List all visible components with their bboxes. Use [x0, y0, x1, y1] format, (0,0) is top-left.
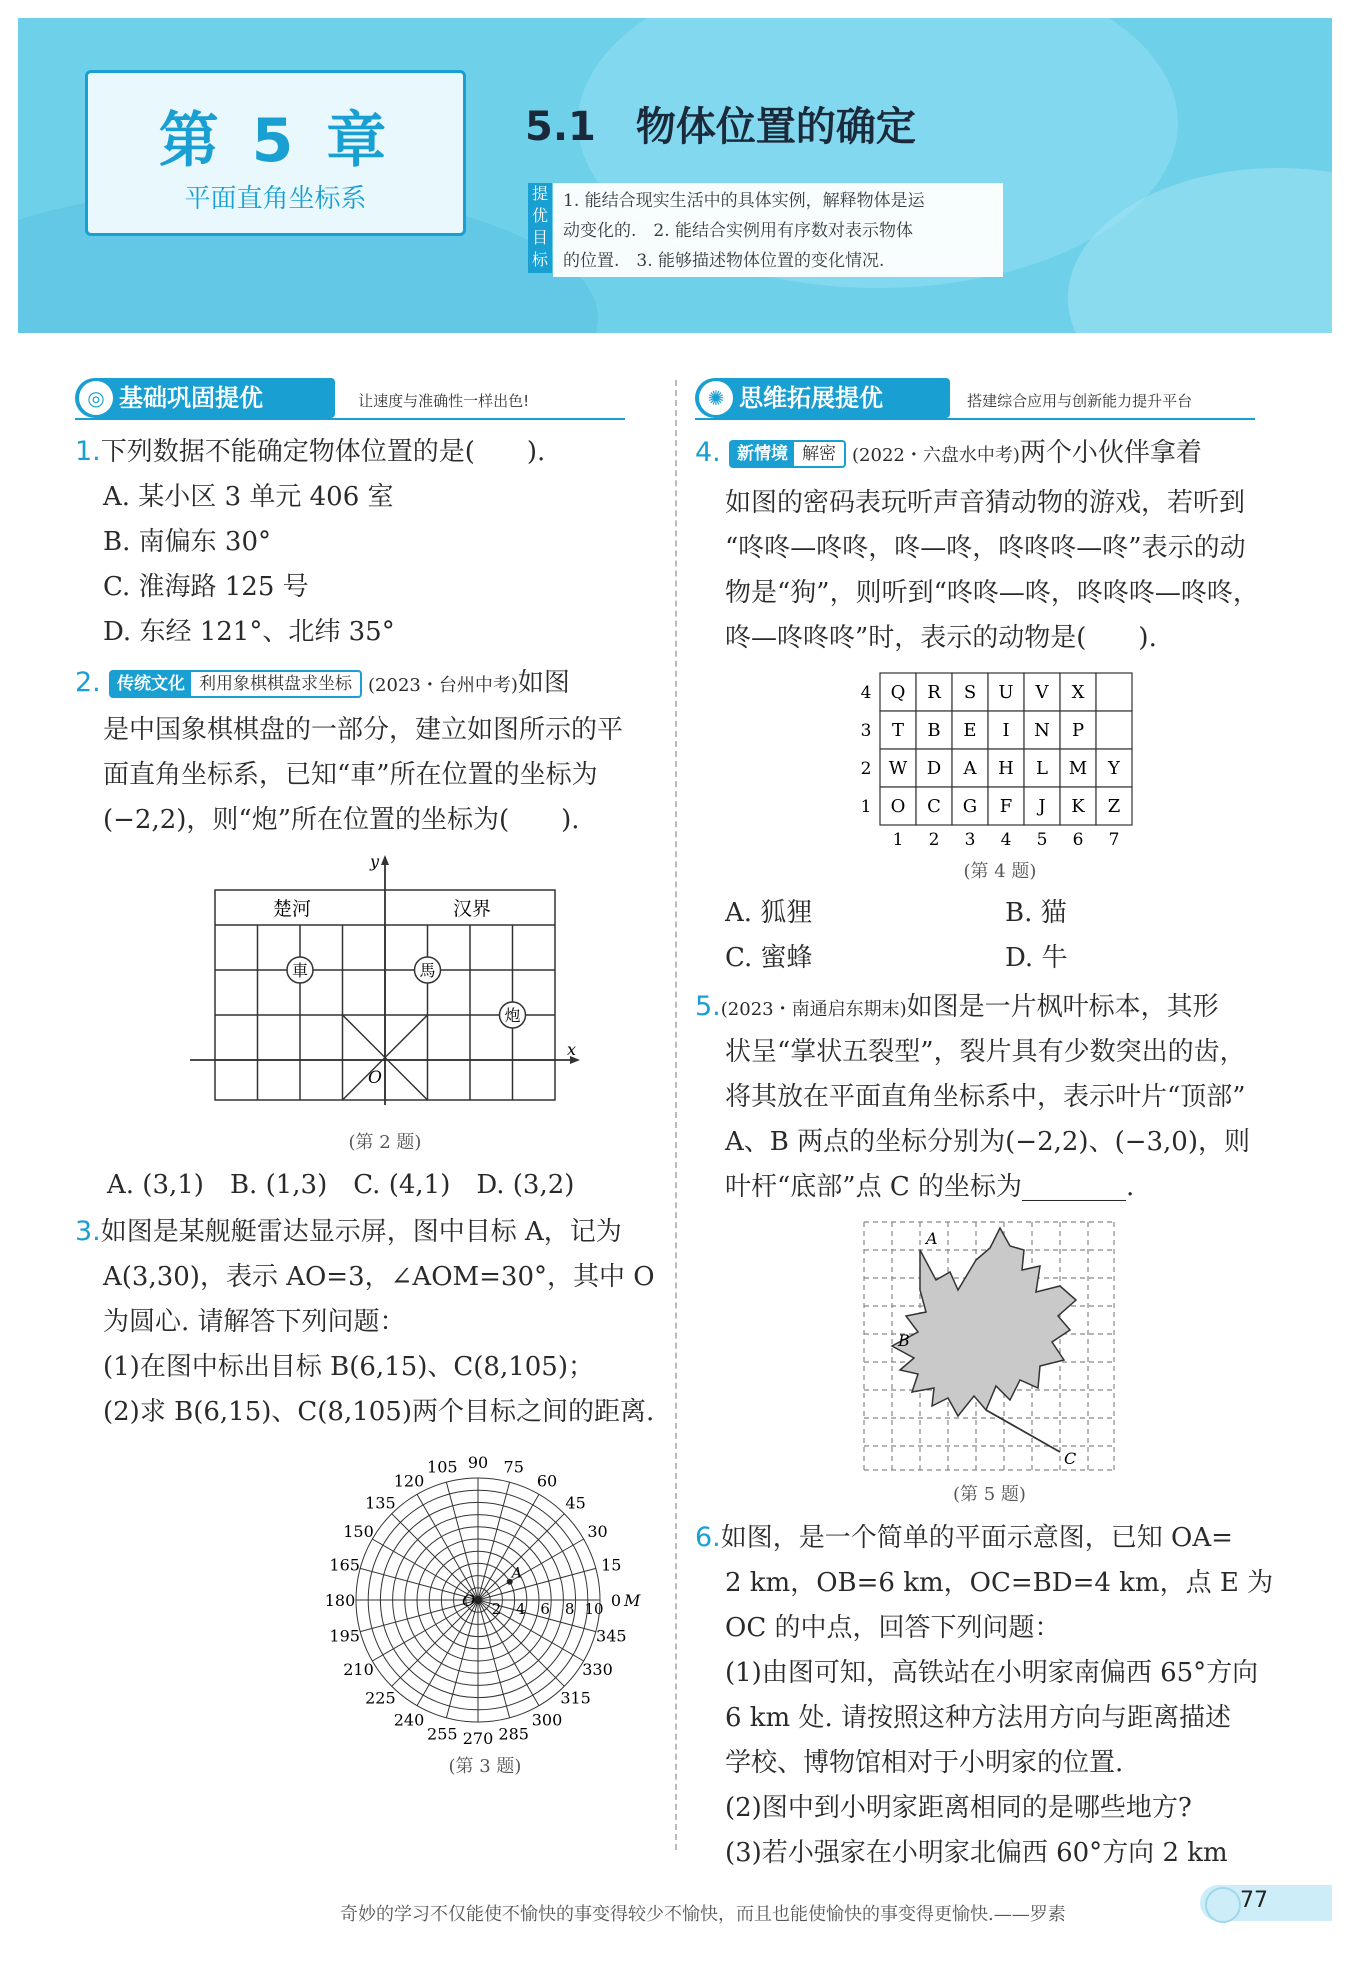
- svg-text:馬: 馬: [419, 961, 436, 980]
- option: D. 东经 121°、北纬 35°: [103, 617, 395, 647]
- option: B. 南偏东 30°: [103, 527, 271, 557]
- cipher-letter: I: [1002, 720, 1010, 741]
- question-number: 4.: [695, 437, 721, 468]
- question-text: 物是“狗”，则听到“咚咚—咚，咚咚咚—咚咚，: [725, 578, 1259, 608]
- goals-box: [553, 183, 1003, 277]
- cipher-letter: K: [1071, 796, 1085, 817]
- question-text: 如图的密码表玩听声音猜动物的游戏，若听到: [725, 488, 1246, 518]
- angle-label: 135: [365, 1493, 396, 1513]
- question-number: 2.: [75, 667, 101, 698]
- question-text: OC 的中点，回答下列问题：: [725, 1613, 1061, 1643]
- cipher-table: [855, 668, 1145, 853]
- cipher-letter: W: [888, 758, 908, 779]
- column-divider: [675, 380, 677, 1850]
- source: (2023・台州中考): [368, 675, 518, 696]
- cipher-letter: H: [998, 758, 1014, 779]
- cipher-letter: B: [927, 720, 941, 741]
- radar-spoke: [360, 1568, 478, 1600]
- question-2-stem: [75, 668, 570, 701]
- question-number: 5.: [695, 991, 721, 1022]
- chess-board-figure: [185, 855, 585, 1110]
- question-text: 如图，是一个简单的平面示意图，已知 OA=: [720, 1523, 1233, 1553]
- origin-label: O: [368, 1068, 382, 1088]
- radar-spoke: [478, 1482, 510, 1600]
- atom-icon: ✺: [699, 381, 733, 415]
- topic-tag: [729, 440, 846, 468]
- section-bar-title: 基础巩固提优: [119, 384, 263, 412]
- question-text: 6 km 处. 请按照这种方法用方向与距离描述: [725, 1703, 1232, 1733]
- question-text: 为圆心. 请解答下列问题：: [103, 1307, 406, 1337]
- piece-ma: [415, 957, 441, 983]
- section-bar-subtitle: 让速度与准确性一样出色!: [358, 392, 530, 410]
- column-label: 4: [1000, 830, 1012, 850]
- left-section-header: [75, 378, 625, 420]
- question-text: 如图是某舰艇雷达显示屏，图中目标 A，记为: [100, 1217, 622, 1247]
- angle-label: 15: [601, 1555, 622, 1575]
- section-bar: [695, 378, 950, 418]
- column-label: 1: [892, 830, 904, 850]
- question-text: 是中国象棋棋盘的一部分，建立如图所示的平: [103, 715, 624, 745]
- question-text: 状呈“掌状五裂型”，裂片具有少数突出的齿，: [725, 1037, 1246, 1067]
- question-text: A(3,30)，表示 AO=3，∠AOM=30°，其中 O: [103, 1262, 655, 1292]
- question-text: 两个小伙伴拿着: [1019, 438, 1202, 468]
- question-number: 1.: [75, 436, 101, 467]
- radar-figure: [315, 1440, 655, 1760]
- angle-label: 300: [531, 1710, 563, 1730]
- section-bar-subtitle: 搭建综合应用与创新能力提升平台: [967, 392, 1193, 410]
- angle-label: 315: [560, 1688, 591, 1708]
- angle-label: 75: [503, 1457, 524, 1477]
- angle-label: 180: [324, 1591, 356, 1610]
- question-text: 如图: [517, 668, 570, 698]
- piece-pao: [500, 1002, 526, 1028]
- point-c-label: C: [1064, 1449, 1077, 1468]
- goals-tag: 提优目标: [528, 183, 552, 273]
- row-label: 3: [860, 721, 872, 741]
- question-text: 面直角坐标系，已知“車”所在位置的坐标为: [103, 760, 598, 790]
- radius-label: 8: [564, 1600, 575, 1618]
- svg-text:炮: 炮: [504, 1006, 521, 1025]
- row-label: 4: [860, 683, 872, 703]
- angle-label: 240: [393, 1710, 425, 1730]
- chapter-box: [85, 70, 466, 236]
- question-text: (1)由图可知，高铁站在小明家南偏西 65°方向: [725, 1658, 1259, 1688]
- question-text: 咚—咚咚咚”时，表示的动物是( ).: [725, 623, 1157, 653]
- angle-label: 45: [565, 1493, 586, 1513]
- cipher-letter: L: [1036, 758, 1048, 779]
- cipher-letter: Z: [1107, 796, 1121, 817]
- right-section-header: [695, 378, 1255, 420]
- question-text: 2 km，OB=6 km，OC=BD=4 km，点 E 为: [725, 1568, 1274, 1598]
- question-text: 将其放在平面直角坐标系中，表示叶片“顶部”: [725, 1082, 1246, 1112]
- topic-tag: [109, 670, 362, 698]
- figure-caption: (第 4 题): [963, 861, 1037, 882]
- question-6-stem: [695, 1523, 1233, 1553]
- option: A. 某小区 3 单元 406 室: [103, 482, 394, 512]
- cipher-letter: F: [999, 796, 1013, 817]
- cipher-letter: N: [1034, 720, 1050, 741]
- page-decoration-icon: [1205, 1887, 1241, 1923]
- question-text: 如图是一片枫叶标本，其形: [906, 992, 1219, 1022]
- question-text: (−2,2)，则“炮”所在位置的坐标为( ).: [103, 805, 580, 835]
- y-axis-label: y: [370, 855, 380, 871]
- radar-spoke: [478, 1565, 596, 1600]
- cipher-letter: C: [927, 796, 941, 817]
- point-a-label: A: [511, 1565, 522, 1582]
- column-label: 3: [964, 830, 976, 850]
- radar-spoke: [478, 1600, 539, 1706]
- angle-label: 60: [536, 1471, 558, 1491]
- options-row: A. (3,1) B. (1,3) C. (4,1) D. (3,2): [107, 1170, 575, 1200]
- angle-label: 210: [343, 1660, 374, 1679]
- angle-label: 0: [610, 1591, 622, 1610]
- radar-center: [474, 1596, 482, 1604]
- question-text: 叶杆“底部”点 C 的坐标为________.: [725, 1172, 1135, 1202]
- row-label: 2: [860, 759, 872, 779]
- cipher-letter: U: [998, 682, 1014, 703]
- cipher-letter: V: [1035, 682, 1049, 703]
- angle-label: 330: [582, 1660, 613, 1679]
- question-text: 学校、博物馆相对于小明家的位置.: [725, 1748, 1124, 1778]
- option: D. 牛: [1005, 943, 1068, 973]
- question-text: “咚咚—咚咚，咚—咚，咚咚咚—咚”表示的动: [725, 533, 1246, 563]
- question-text: 下列数据不能确定物体位置的是( ).: [100, 437, 546, 467]
- section-bar-title: 思维拓展提优: [739, 384, 883, 412]
- section-underline: [695, 418, 1255, 420]
- goal-line: 的位置. 3. 能够描述物体位置的变化情况.: [563, 251, 885, 271]
- angle-label: 225: [365, 1688, 396, 1708]
- angle-label: 150: [343, 1522, 374, 1541]
- y-axis-arrow: [381, 855, 389, 865]
- question-text: A、B 两点的坐标分别为(−2,2)、(−3,0)，则: [725, 1127, 1250, 1157]
- question-1-stem: [75, 437, 545, 467]
- column-label: 5: [1036, 830, 1048, 850]
- cipher-letter: M: [1068, 758, 1088, 779]
- footer-quote: 奇妙的学习不仅能使不愉快的事变得较少不愉快，而且也能使愉快的事变得更愉快.——罗素: [340, 1904, 1066, 1925]
- section-underline: [75, 418, 625, 420]
- question-number: 3.: [75, 1216, 101, 1247]
- option: A. 狐狸: [725, 898, 813, 928]
- radius-label: 4: [516, 1600, 526, 1618]
- column-label: 6: [1072, 830, 1084, 850]
- angle-label: 120: [393, 1471, 425, 1491]
- chapter-title: 第 5 章: [158, 106, 393, 176]
- cipher-letter: D: [926, 758, 942, 779]
- angle-label: 105: [427, 1457, 458, 1477]
- figure-caption: (第 5 题): [953, 1484, 1026, 1505]
- question-number: 6.: [695, 1522, 721, 1553]
- radar-spoke: [446, 1600, 478, 1718]
- cipher-letter: O: [890, 796, 906, 817]
- angle-label: 195: [329, 1626, 360, 1646]
- question-text: (2)图中到小明家距离相同的是哪些地方?: [725, 1793, 1192, 1823]
- question-text: (1)在图中标出目标 B(6,15)、C(8,105)；: [103, 1352, 594, 1382]
- page-number: 77: [1240, 1888, 1268, 1913]
- cipher-letter: G: [962, 796, 978, 817]
- maple-leaf-shape: [892, 1228, 1076, 1416]
- radar-spoke: [360, 1600, 478, 1632]
- figure-caption: (第 2 题): [348, 1132, 422, 1153]
- goal-line: 1. 能结合现实生活中的具体实例，解释物体是运: [563, 191, 925, 211]
- piece-ju: [287, 957, 313, 983]
- cipher-letter: S: [963, 682, 977, 703]
- question-5-stem: [695, 992, 1219, 1025]
- angle-label: 270: [462, 1729, 494, 1748]
- leaf-stem: [986, 1410, 1060, 1452]
- radar-spoke: [478, 1539, 584, 1600]
- radar-spoke: [417, 1600, 478, 1706]
- option: B. 猫: [1005, 898, 1067, 928]
- question-text: (2)求 B(6,15)、C(8,105)两个目标之间的距离.: [103, 1397, 655, 1427]
- question-4-stem: [695, 438, 1202, 471]
- maple-leaf-figure: [862, 1220, 1117, 1472]
- radius-label: 6: [540, 1600, 550, 1618]
- source: (2023・南通启东期末): [720, 999, 907, 1020]
- tag-label: 新情境: [731, 442, 794, 466]
- cipher-cell: [1096, 711, 1132, 749]
- river-label-left: 楚河: [273, 898, 312, 920]
- point-a-label: A: [926, 1229, 938, 1248]
- cipher-letter: E: [963, 720, 977, 741]
- origin-label: O: [462, 1591, 476, 1610]
- x-axis-label: x: [567, 1040, 577, 1059]
- cipher-letter: X: [1071, 682, 1085, 703]
- target-icon: ◎: [79, 381, 113, 415]
- tag-label: 传统文化: [111, 672, 191, 696]
- point-b-label: B: [898, 1331, 910, 1350]
- cipher-letter: J: [1038, 796, 1046, 817]
- angle-label: 345: [596, 1626, 627, 1646]
- tag-text: 解密: [802, 444, 837, 464]
- cipher-letter: T: [891, 720, 905, 741]
- option: C. 淮海路 125 号: [103, 572, 309, 602]
- radar-spoke: [417, 1494, 478, 1600]
- angle-label: 285: [498, 1724, 529, 1744]
- question-text: (3)若小强家在小明家北偏西 60°方向 2 km: [725, 1838, 1228, 1868]
- column-label: 2: [928, 830, 940, 850]
- angle-label: 255: [427, 1724, 458, 1744]
- tag-text: 利用象棋棋盘求坐标: [199, 674, 353, 694]
- cipher-letter: A: [963, 758, 977, 779]
- cipher-letter: P: [1071, 720, 1085, 741]
- chapter-subtitle: 平面直角坐标系: [184, 184, 367, 214]
- goal-line: 动变化的. 2. 能结合实例用有序数对表示物体: [563, 221, 914, 241]
- figure-caption: (第 3 题): [448, 1756, 522, 1777]
- radius-label: 10: [584, 1600, 604, 1618]
- angle-label: 30: [587, 1522, 608, 1541]
- angle-label: 90: [467, 1453, 489, 1472]
- radius-label: 2: [491, 1600, 502, 1618]
- option: C. 蜜蜂: [725, 943, 813, 973]
- river-label-right: 汉界: [453, 898, 492, 920]
- source: (2022・六盘水中考): [852, 445, 1020, 466]
- m-label: M: [624, 1591, 641, 1610]
- question-3-stem: [75, 1217, 622, 1247]
- angle-label: 165: [329, 1555, 360, 1575]
- cipher-letter: R: [927, 682, 941, 703]
- column-label: 7: [1108, 830, 1120, 850]
- row-label: 1: [860, 797, 872, 817]
- radar-spoke: [446, 1482, 478, 1600]
- cipher-letter: Y: [1108, 758, 1120, 779]
- section-title: 5.1 物体位置的确定: [525, 104, 916, 150]
- cipher-cell: [1096, 673, 1132, 711]
- svg-text:車: 車: [291, 961, 309, 980]
- cipher-letter: Q: [890, 682, 906, 703]
- section-bar: [75, 378, 335, 418]
